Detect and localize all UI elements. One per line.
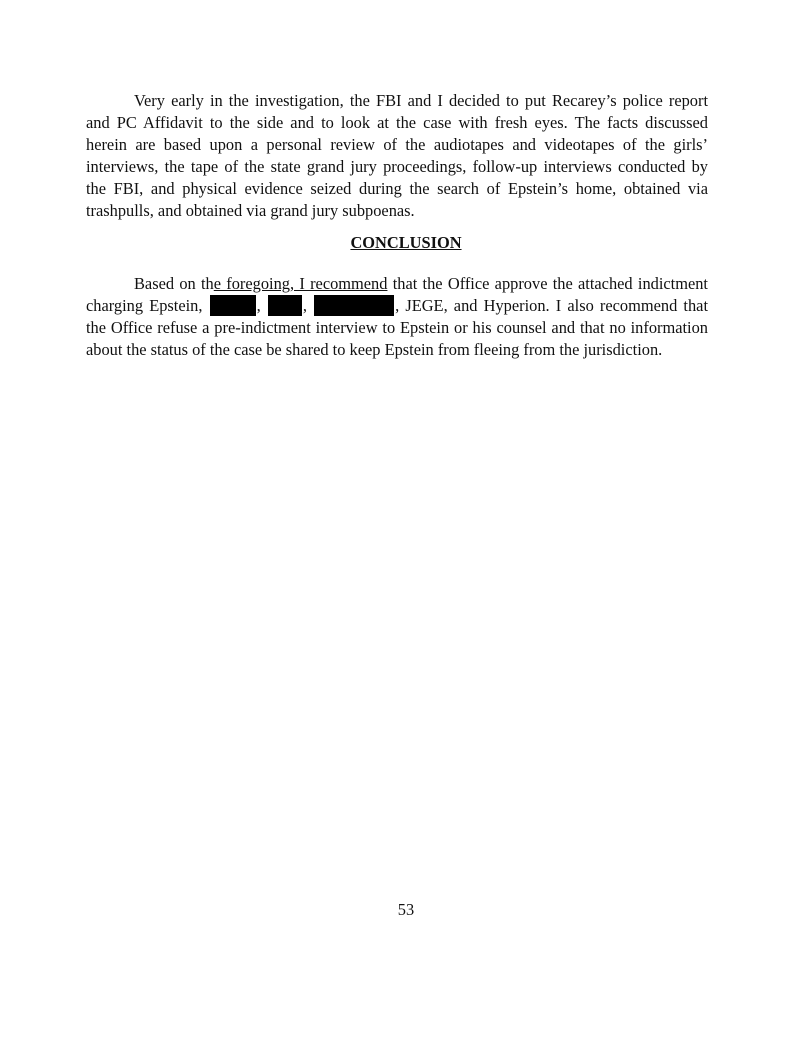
paragraph-line: about the status of the case be shared to keep Epstein from fleeing from the jurisdiction. [86,340,663,359]
paragraph-investigation [86,90,708,222]
paragraph-line [86,273,708,295]
paragraph-line: herein are based upon a personal review of the audiotapes and videotapes of the girls’ [86,135,708,154]
text-segment: , [256,296,267,315]
paragraph-line: the FBI, and physical evidence seized during the search of Epstein’s home, obtained via [86,179,708,198]
redaction-block [268,295,302,316]
section-heading: CONCLUSION [350,233,462,252]
text-segment: Based on th [134,274,214,293]
paragraph-line: the Office refuse a pre-indictment interview to Epstein or his counsel and that no information [86,318,708,337]
paragraph-line: trashpulls, and obtained via grand jury subpoenas. [86,201,415,220]
text-segment: that the Office approve the attached indictment [387,274,708,293]
paragraph-conclusion [86,273,708,361]
paragraph-line [86,295,708,317]
text-segment: charging Epstein, [86,296,209,315]
text-segment: , [302,296,314,315]
paragraph-line: Very early in the investigation, the FBI and I decided to put Recarey’s police report [134,91,708,110]
redaction-block [210,295,256,316]
text-segment: , JEGE, and Hyperion. I also recommend that [395,296,708,315]
paragraph-line: and PC Affidavit to the side and to look at the case with fresh eyes. The facts discussed [86,113,708,132]
underlined-text: e foregoing, I recommend [213,274,388,293]
paragraph-line: interviews, the tape of the state grand jury proceedings, follow-up interviews conducted by [86,157,708,176]
page-number: 53 [397,900,415,919]
redaction-block [314,295,394,316]
